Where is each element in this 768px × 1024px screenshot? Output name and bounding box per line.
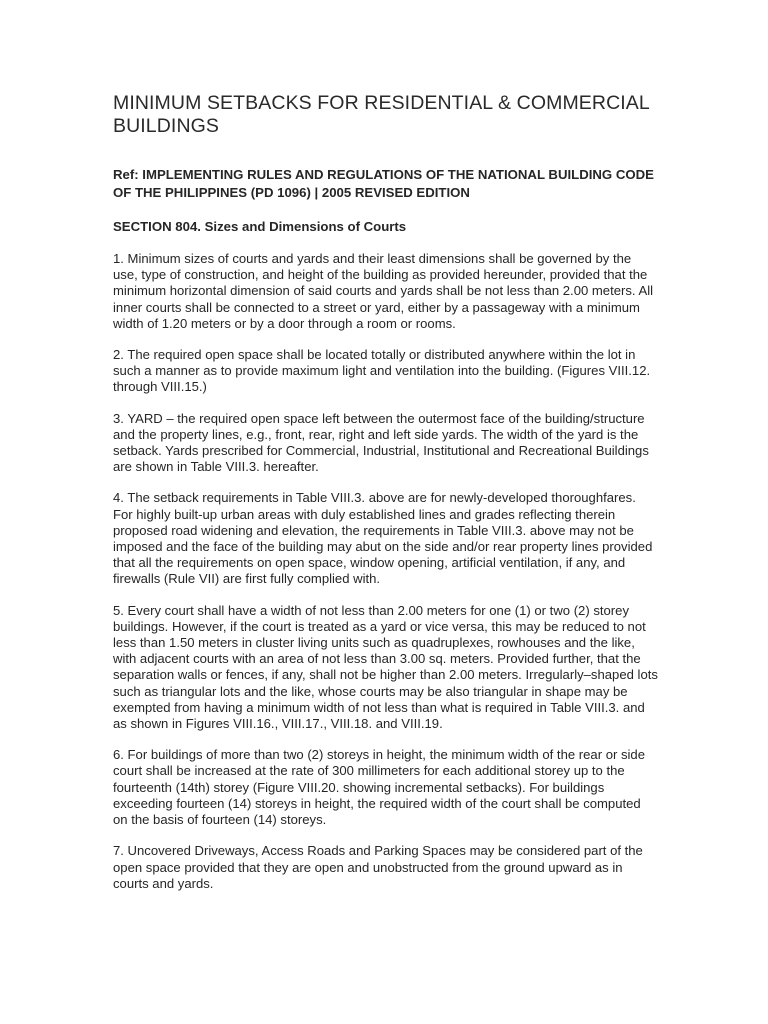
paragraph-6: 6. For buildings of more than two (2) storeys in height, the minimum width of the rear or side court shall be increased at the rate of 300 millimeters for each additional storey up to the fourteenth (14th) storey (Figure VIII.20. showing incremental setbacks). For buildings exceeding fourteen (14) storeys in height, the required width of the court shall be computed on the basis of fourteen (14) storeys. [113,747,645,828]
document-page [113,92,658,907]
paragraph-1: 1. Minimum sizes of courts and yards and their least dimensions shall be governed by the use, type of construction, and height of the building as provided hereunder, provided that the minimum horizontal dimension of said courts and yards shall be not less than 2.00 meters. All inner courts shall be connected to a street or yard, either by a passageway with a minimum width of 1.20 meters or by a door through a room or rooms. [113,251,654,331]
paragraph-3: 3. YARD – the required open space left between the outermost face of the building/structure and the property lines, e.g., front, rear, right and left side yards. The width of the yard is the setback. Yards prescribed for Commercial, Industrial, Institutional and Recreational Buildings are shown in Table VIII.3. hereafter. [113,410,649,475]
section-heading: SECTION 804. Sizes and Dimensions of Courts [113,219,407,234]
paragraph-5: 5. Every court shall have a width of not less than 2.00 meters for one (1) or two (2) storey buildings. However, if the court is treated as a yard or vice versa, this may be reduced to not less than 1.50 meters in cluster living units such as quadruplexes, rowhouses and the like, with adjacent courts with an area of not less than 3.00 sq. meters. Provided further, that the separation walls or fences, if any, shall not be higher than 2.00 meters. Irregularly–shaped lots such as triangular lots and the like, whose courts may be also triangular in shape may be exempted from having a minimum width of not less than what is required in Table VIII.3. and as shown in Figures VIII.16., VIII.17., VIII.18. and VIII.19. [113,602,658,732]
reference-line: Ref: IMPLEMENTING RULES AND REGULATIONS OF THE NATIONAL BUILDING CODE OF THE PHILIPPINES (PD 1096) | 2005 REVISED EDITION [113,167,654,200]
paragraph-2: 2. The required open space shall be located totally or distributed anywhere within the lot in such a manner as to provide maximum light and ventilation into the building. (Figures VIII.12. through VIII.15.) [113,347,651,395]
paragraph-4: 4. The setback requirements in Table VIII.3. above are for newly-developed thoroughfares. For highly built-up urban areas with duly established lines and grades reflecting therein proposed road widening and elevation, the requirements in Table VIII.3. above may not be imposed and the face of the building may abut on the side and/or rear property lines provided that all the requirements on open space, window opening, artificial ventilation, if any, and firewalls (Rule VII) are first fully complied with. [113,490,653,587]
paragraph-7: 7. Uncovered Driveways, Access Roads and Parking Spaces may be considered part of the open space provided that they are open and unobstructed from the ground upward as in courts and yards. [113,843,643,891]
document-title: MINIMUM SETBACKS FOR RESIDENTIAL & COMMERCIAL BUILDINGS [113,92,650,137]
